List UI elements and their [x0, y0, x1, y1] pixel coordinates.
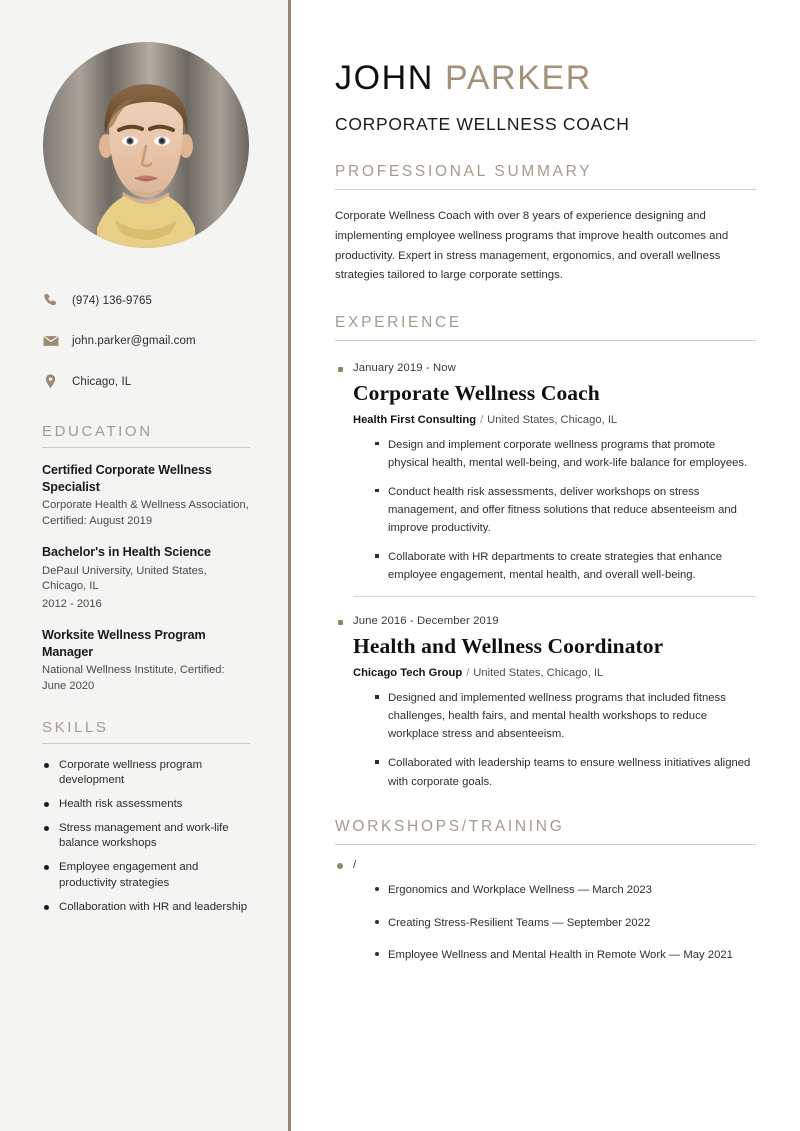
experience-bullets — [335, 689, 756, 790]
contact-location[interactable] — [42, 373, 250, 390]
contact-list — [42, 292, 250, 390]
avatar-wrap — [42, 42, 250, 248]
list-item: Employee Wellness and Mental Health in Remote Work — May 2021 — [375, 947, 756, 964]
job-title-subtitle: CORPORATE WELLNESS COACH — [335, 114, 630, 135]
experience-heading: EXPERIENCE — [335, 313, 462, 331]
envelope-icon — [42, 332, 68, 350]
skills-heading: SKILLS — [42, 719, 109, 737]
list-item: Design and implement corporate wellness programs that promote physical health, mental well-being, and work-life balance for employees. — [375, 436, 756, 472]
experience-date: January 2019 - Now — [335, 362, 756, 374]
education-heading: EDUCATION — [42, 423, 153, 440]
location-value: Chicago, IL — [72, 375, 132, 388]
summary-text: Corporate Wellness Coach with over 8 years of experience designing and implementing employee wellness programs that improve health outcomes and productivity. Expert in stress management, ergonomics, and overall wellness strategies tailored to large corporate settings. — [335, 210, 729, 282]
email-value: john.parker@gmail.com — [72, 335, 196, 347]
skills-section — [42, 709, 250, 914]
summary-heading: PROFESSIONAL SUMMARY — [335, 163, 593, 181]
experience-item — [335, 615, 756, 790]
workshops-list — [335, 882, 756, 965]
experience-company: Chicago Tech Group — [353, 667, 463, 680]
location-pin-icon — [42, 373, 68, 390]
workshops-training-section — [335, 818, 756, 965]
sidebar — [0, 0, 291, 1131]
list-item: Collaborate with HR departments to create strategies that enhance employee engagement, mental health, and overall well-being. — [375, 548, 756, 584]
education-degree: Certified Corporate Wellness Specialist — [42, 463, 212, 494]
education-rule — [42, 447, 250, 448]
education-org: Corporate Health & Wellness Association, Certified: August 2019 — [42, 499, 249, 527]
experience-date: June 2016 - December 2019 — [335, 615, 756, 627]
page-title — [335, 60, 756, 97]
list-item: Collaboration with HR and leadership — [42, 900, 250, 915]
phone-icon — [42, 292, 68, 309]
workshops-rule — [335, 844, 756, 845]
education-degree: Bachelor's in Health Science — [42, 545, 211, 560]
skills-rule — [42, 743, 250, 744]
workshops-heading: WORKSHOPS/TRAINING — [335, 817, 565, 835]
workshops-group — [335, 859, 756, 965]
list-item: Corporate wellness program development — [42, 758, 250, 788]
main-column — [291, 0, 800, 1131]
experience-separator: / — [480, 413, 484, 426]
experience-separator: / — [466, 667, 470, 680]
summary-rule — [335, 189, 756, 190]
professional-summary-section — [335, 163, 756, 285]
first-name: JOHN — [335, 59, 434, 97]
list-item: Ergonomics and Workplace Wellness — March 2023 — [375, 882, 756, 899]
profile-photo-icon — [43, 42, 249, 248]
list-item: Employee engagement and productivity strategies — [42, 860, 250, 890]
experience-divider — [353, 596, 756, 597]
last-name: PARKER — [445, 59, 592, 97]
education-org: National Wellness Institute, Certified: June 2020 — [42, 664, 225, 692]
experience-section — [335, 314, 756, 791]
contact-phone[interactable] — [42, 292, 250, 309]
skills-list — [42, 758, 250, 914]
education-item — [42, 627, 250, 694]
education-years: 2012 - 2016 — [42, 597, 102, 610]
education-degree: Worksite Wellness Program Manager — [42, 628, 206, 659]
phone-value: (974) 136-9765 — [72, 294, 153, 307]
experience-meta — [335, 414, 756, 426]
list-item: Creating Stress-Resilient Teams — September 2022 — [375, 915, 756, 932]
workshops-group-label: / — [335, 859, 756, 871]
education-item — [42, 462, 250, 529]
experience-meta — [335, 667, 756, 679]
list-item: Designed and implemented wellness programs that included fitness challenges, health fairs, and mental health workshops to reduce workplace stress and absenteeism. — [375, 689, 756, 743]
education-section — [42, 413, 250, 694]
contact-email[interactable] — [42, 332, 250, 350]
list-item: Health risk assessments — [42, 797, 250, 812]
list-item: Stress management and work-life balance workshops — [42, 821, 250, 851]
experience-company: Health First Consulting — [353, 413, 477, 426]
avatar — [43, 42, 249, 248]
list-item: Collaborated with leadership teams to ensure wellness initiatives aligned with corporate goals. — [375, 754, 756, 790]
education-org: DePaul University, United States, Chicago, IL — [42, 564, 207, 593]
experience-bullets — [335, 436, 756, 584]
experience-title: Corporate Wellness Coach — [353, 380, 600, 405]
experience-item — [335, 362, 756, 584]
experience-location: United States, Chicago, IL — [487, 413, 618, 426]
list-item: Conduct health risk assessments, deliver workshops on stress management, and offer fitness solutions that reduce absenteeism and improve productivity. — [375, 483, 756, 537]
education-item — [42, 544, 250, 612]
experience-location: United States, Chicago, IL — [473, 667, 604, 680]
experience-title: Health and Wellness Coordinator — [353, 634, 664, 659]
